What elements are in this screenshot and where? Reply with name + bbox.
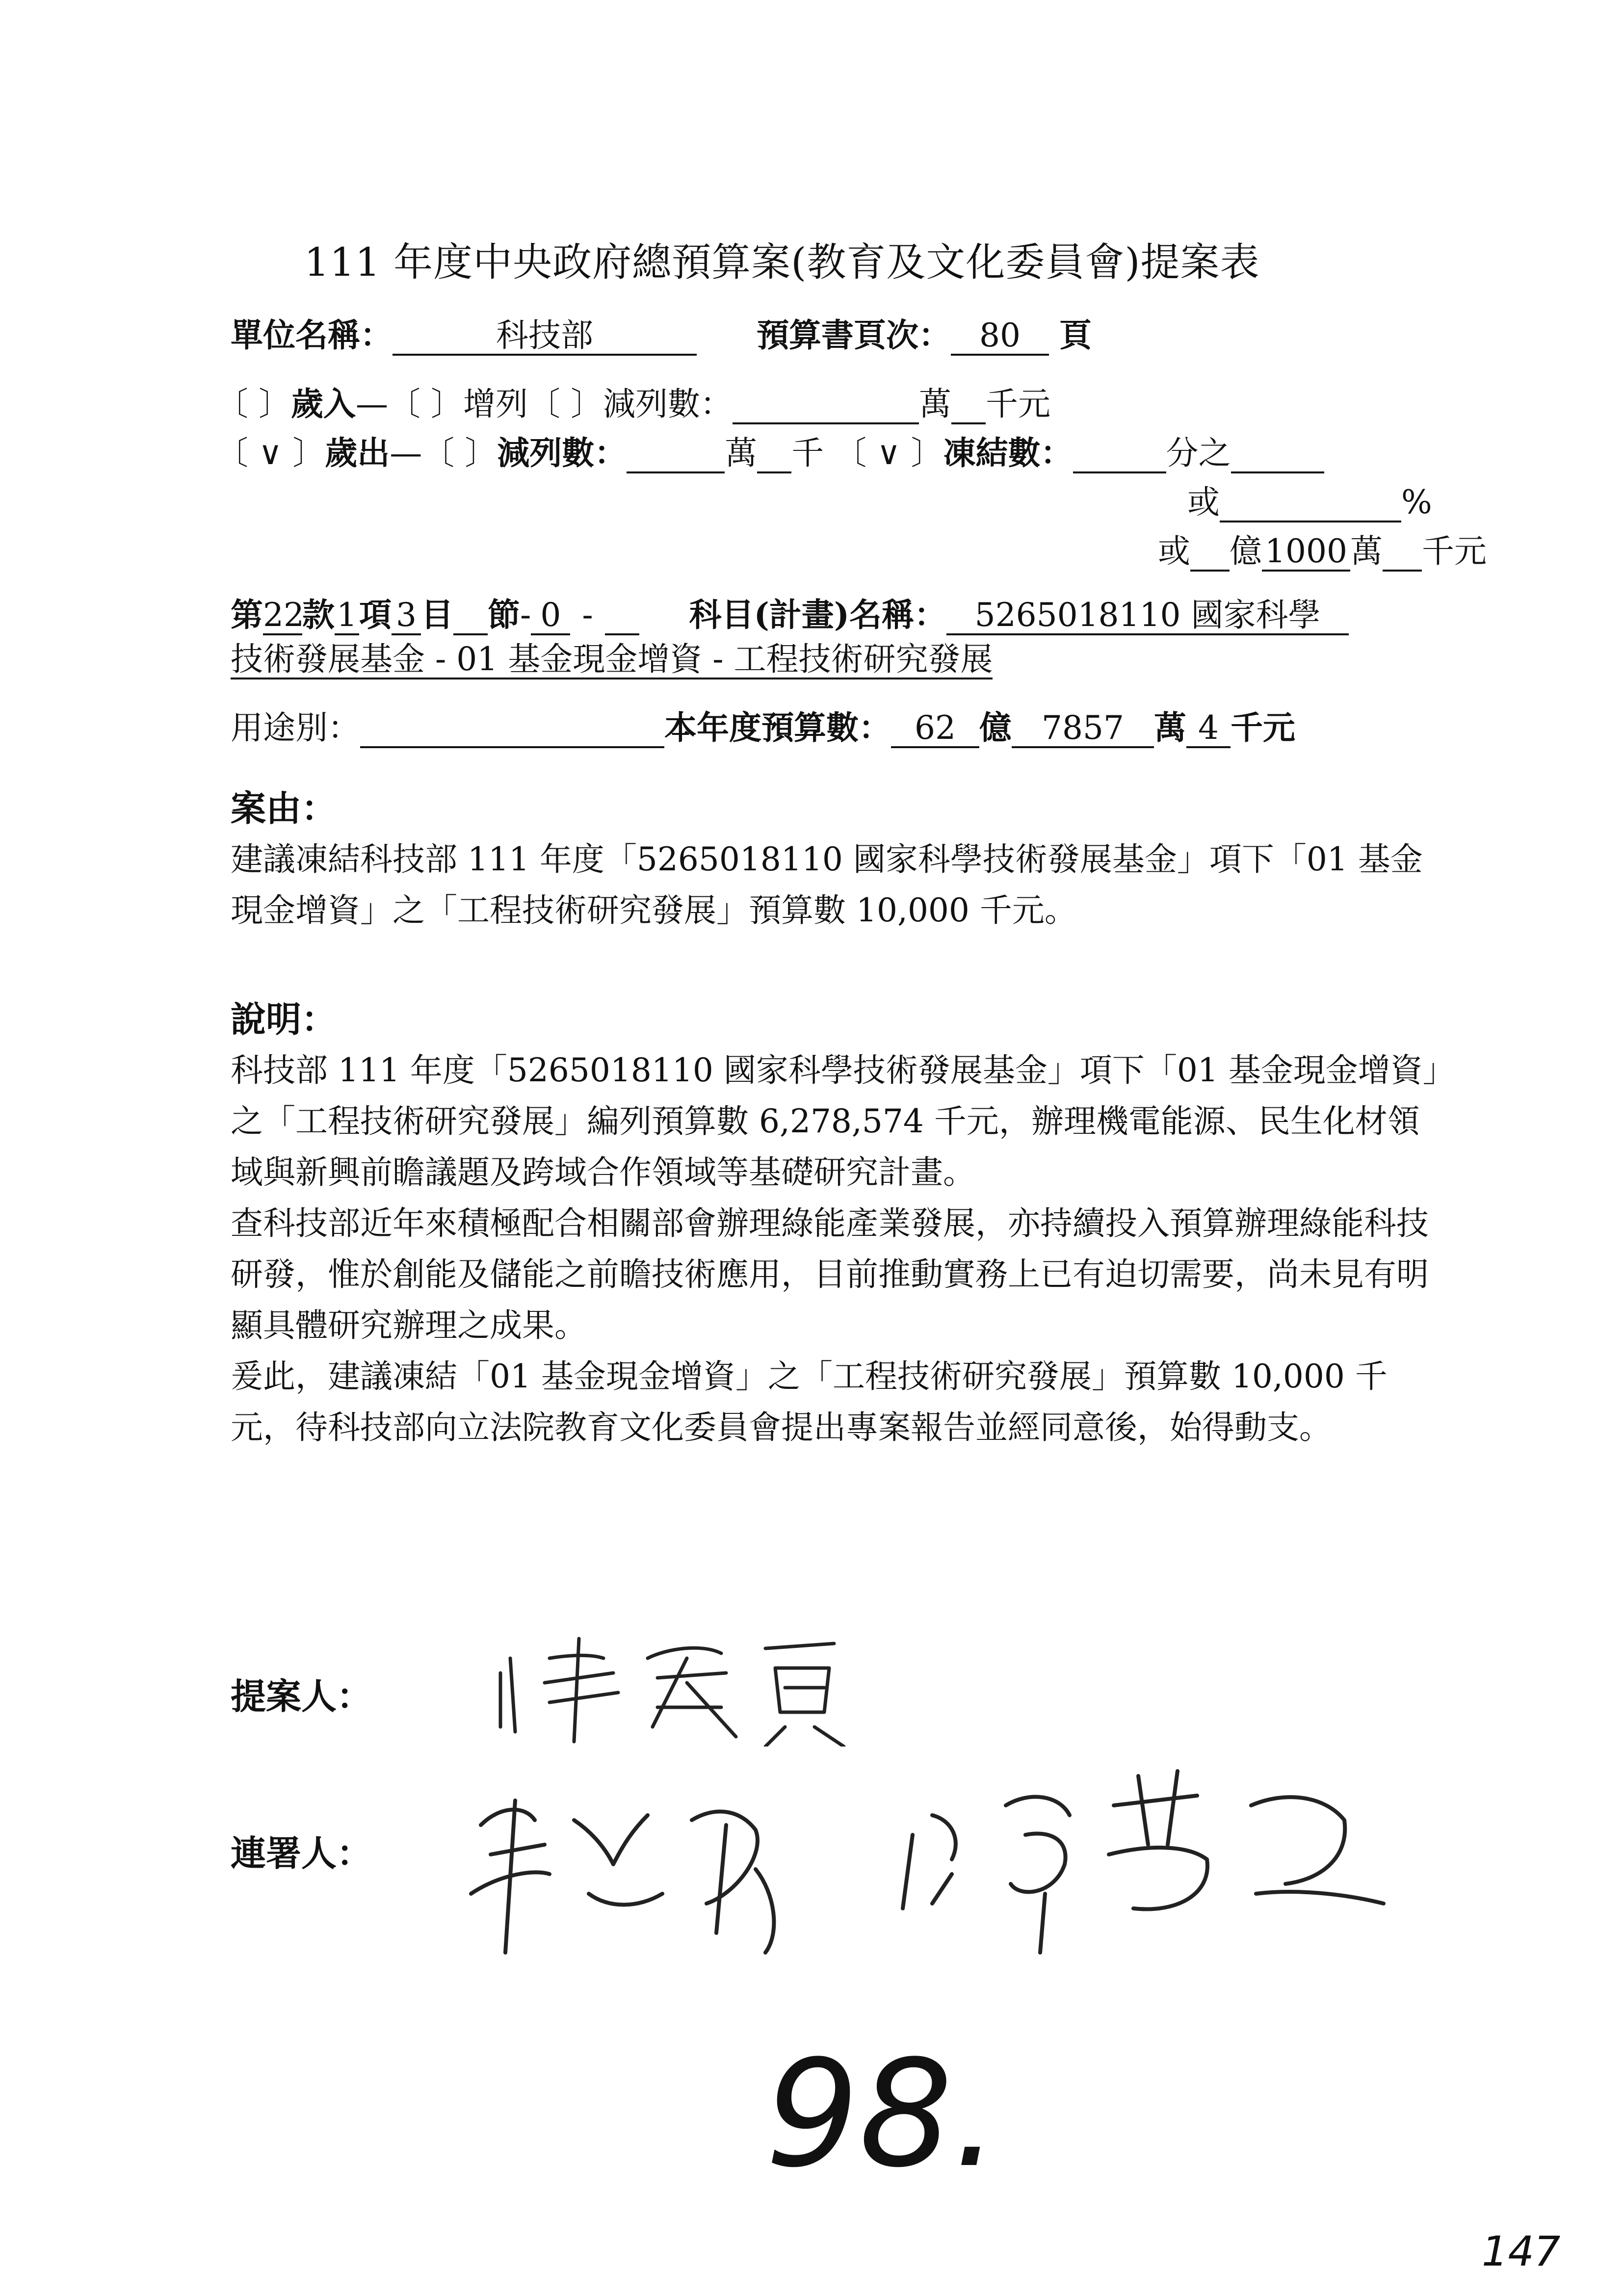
revenue-line xyxy=(216,378,1050,424)
budget-qian-value: 4 xyxy=(1186,710,1231,748)
unit-value: 科技部 xyxy=(393,318,697,356)
freeze-label: 凍結數： xyxy=(943,434,1073,472)
freeze-amount-value: 1000 xyxy=(1262,534,1350,572)
page-label: 預算書頁次： xyxy=(756,316,951,354)
kuan-label: 款 xyxy=(302,596,335,634)
page-unit: 頁 xyxy=(1059,316,1092,354)
revenue-decrease-label: 減列數： xyxy=(602,385,733,423)
page-corner-number: 147 xyxy=(1482,2227,1561,2275)
handwritten-number: 98. xyxy=(765,2029,1000,2200)
purpose-label: 用途別： xyxy=(231,709,360,747)
budget-yi-unit: 億 xyxy=(979,708,1012,747)
or-percent-label: 或 xyxy=(1187,483,1220,521)
subject-line-2 xyxy=(231,640,993,679)
or-qianyuan-unit: 千元 xyxy=(1422,532,1487,570)
purpose-line xyxy=(231,702,1295,748)
jie-dash-1: - xyxy=(520,596,531,634)
proposer-signature xyxy=(491,1629,864,1747)
budget-wan-value: 7857 xyxy=(1012,710,1154,748)
or-amount-line xyxy=(1158,525,1487,572)
freeze-numerator-blank xyxy=(1231,436,1324,473)
revenue-increase-checkbox: 〔 〕 xyxy=(388,385,463,423)
freeze-denominator-blank xyxy=(1073,436,1166,473)
jie-label: 節 xyxy=(488,596,520,634)
explanation-paragraph: 爰此，建議凍結「01 基金現金增資」之「工程技術研究發展」預算數 10,000 千元，待科技部向立法院教育文化委員會提出專案報告並經同意後，始得動支。 xyxy=(231,1357,1388,1446)
or-wan-unit: 萬 xyxy=(1350,532,1383,570)
sub-blank xyxy=(605,598,639,635)
subject-label: 科目(計畫)名稱： xyxy=(689,596,947,634)
cosigner-signatures xyxy=(461,1747,1403,1962)
expense-qian-unit: 千 xyxy=(791,434,824,472)
cosigner-label: 連署人： xyxy=(231,1832,372,1874)
expense-decrease-label: 減列數： xyxy=(497,434,627,472)
freeze-checkbox: 〔 ∨ 〕 xyxy=(834,434,943,472)
mu-value: 3 xyxy=(392,598,421,635)
revenue-decrease-checkbox: 〔 〕 xyxy=(527,385,603,423)
expense-dash: — xyxy=(390,434,422,472)
revenue-wan-blank xyxy=(733,387,919,424)
extra-value: 0 xyxy=(531,598,570,635)
or-qian-blank xyxy=(1383,534,1422,572)
reason-heading: 案由： xyxy=(231,787,337,829)
budget-wan-unit: 萬 xyxy=(1154,708,1186,747)
expense-line xyxy=(216,427,1324,473)
revenue-increase-label: 增列 xyxy=(463,385,528,423)
revenue-qianyuan-unit: 千元 xyxy=(985,385,1050,423)
item-line xyxy=(231,589,1349,635)
revenue-label: 歲入 xyxy=(290,385,356,423)
expense-qian-blank xyxy=(757,436,791,473)
unit-line xyxy=(231,309,1092,356)
expense-decrease-checkbox: 〔 〕 xyxy=(422,434,498,472)
purpose-blank xyxy=(360,710,664,748)
or-yi-unit: 億 xyxy=(1230,532,1262,570)
xiang-value: 1 xyxy=(335,598,359,635)
kuan-value: 22 xyxy=(263,598,302,635)
budget-yi-value: 62 xyxy=(891,710,979,748)
explanation-paragraph: 科技部 111 年度「5265018110 國家科學技術發展基金」項下「01 基金現金增資」之「工程技術研究發展」編列預算數 6,278,574 千元，辦理機電能源、民生化材領域與新興前瞻議題及跨域合作領域等基礎研究計畫。 xyxy=(231,1051,1439,1191)
jie-dash-2: - xyxy=(582,596,593,634)
xiang-label: 項 xyxy=(359,596,392,634)
subject-value-2: 技術發展基金 - 01 基金現金增資 - 工程技術研究發展 xyxy=(231,642,993,679)
or-yi-blank xyxy=(1190,534,1230,572)
reason-text: 建議凍結科技部 111 年度「5265018110 國家科學技術發展基金」項下「01 基金現金增資」之「工程技術研究發展」預算數 10,000 千元。 xyxy=(231,840,1423,929)
expense-wan-unit: 萬 xyxy=(725,434,758,472)
budget-label: 本年度預算數： xyxy=(664,708,891,747)
page-value: 80 xyxy=(951,318,1049,356)
di-label: 第 xyxy=(231,596,263,634)
explanation-heading: 說明： xyxy=(231,998,337,1040)
expense-label: 歲出 xyxy=(325,434,390,472)
subject-value-1: 5265018110 國家科學 xyxy=(946,598,1349,635)
expense-checkbox: 〔 ∨ 〕 xyxy=(216,434,325,472)
expense-wan-blank xyxy=(627,436,725,473)
explanation-body xyxy=(231,1045,1447,1453)
unit-label: 單位名稱： xyxy=(231,316,393,354)
revenue-wan-unit: 萬 xyxy=(918,385,951,423)
budget-qianyuan-unit: 千元 xyxy=(1231,708,1295,747)
mu-label: 目 xyxy=(421,596,453,634)
revenue-qian-blank xyxy=(951,387,986,424)
explanation-paragraph: 查科技部近年來積極配合相關部會辦理綠能產業發展，亦持續投入預算辦理綠能科技研發，惟於創能及儲能之前瞻技術應用，目前推動實務上已有迫切需要，尚未見有明顯具體研究辦理之成果。 xyxy=(231,1204,1429,1344)
document-title: 111 年度中央政府總預算案(教育及文化委員會)提案表 xyxy=(304,239,1260,285)
proposer-label: 提案人： xyxy=(231,1675,372,1717)
revenue-checkbox: 〔 〕 xyxy=(216,385,291,423)
percent-blank xyxy=(1220,485,1401,522)
revenue-dash: — xyxy=(355,385,388,423)
or-percent-line xyxy=(1187,476,1432,522)
freeze-fraction-label: 分之 xyxy=(1166,434,1231,472)
jie-blank xyxy=(453,598,488,635)
or-amount-label: 或 xyxy=(1158,532,1190,570)
percent-sign: % xyxy=(1401,483,1432,521)
